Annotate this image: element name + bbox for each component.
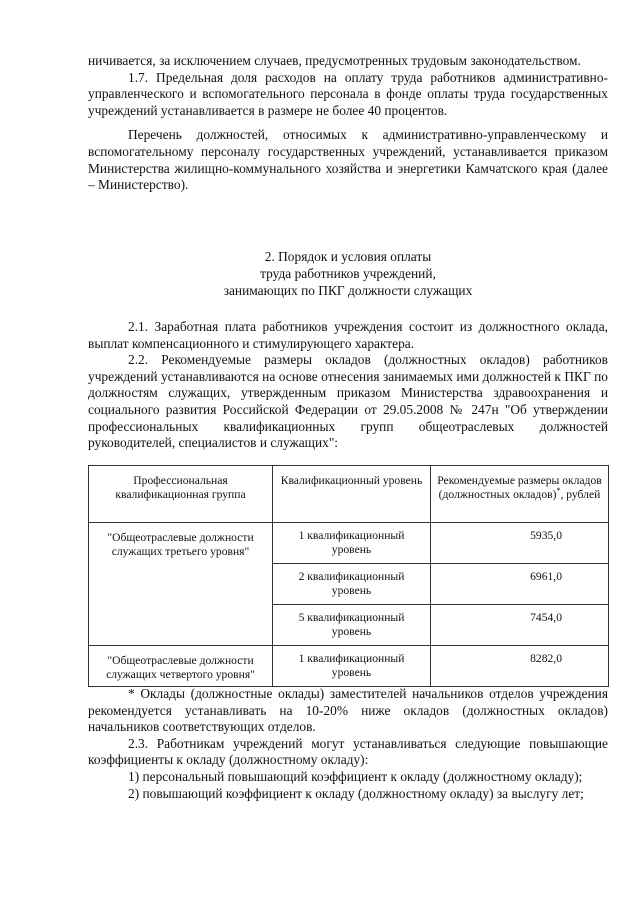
section-heading-line2: труда работников учреждений, bbox=[260, 266, 436, 281]
paragraph-staff-list: Перечень должностей, относимых к административно-управленческому и вспомогательному персоналу государственных учреждений, устанавливается приказом Министерства жилищно-коммунального хозяйства и энергетики Камчатского края (далее – Министерство). bbox=[88, 127, 608, 193]
salary-table bbox=[88, 465, 609, 687]
section-heading-line1: 2. Порядок и условия оплаты bbox=[264, 249, 432, 264]
group-third-level: "Общеотраслевые должности служащих третьего уровня" bbox=[89, 523, 273, 646]
paragraph-1-7: 1.7. Предельная доля расходов на оплату труда работников административно-управленческого и вспомогательного персонала в фонде оплаты труда государственных учреждений устанавливается в размере не более 40 процентов. bbox=[88, 69, 608, 118]
level-cell: 1 квалификационный уровень bbox=[273, 646, 431, 687]
salary-cell: 7454,0 bbox=[431, 605, 609, 646]
salary-cell: 5935,0 bbox=[431, 523, 609, 564]
paragraph-item-1: 1) персональный повышающий коэффициент к окладу (должностному окладу); bbox=[128, 768, 583, 784]
paragraph-2-2: 2.2. Рекомендуемые размеры окладов (должностных окладов) работников учреждений устанавливаются на основе отнесения занимаемых ими должностей к ПКГ по должностям служащих, утвержденным приказом Министерства здравоохранения и социального развития Российской Федерации от 29.05.2008 № 247н "Об утверждении профессиональных квалификационных групп общеотраслевых должностей руководителей, специалистов и служащих": bbox=[88, 352, 608, 451]
header-salary-footnote-mark: * bbox=[556, 486, 561, 496]
section-heading-line3: занимающих по ПКГ должности служащих bbox=[223, 283, 473, 298]
header-salary-unit: , рублей bbox=[560, 488, 601, 501]
level-cell: 2 квалификационный уровень bbox=[273, 564, 431, 605]
level-cell: 5 квалификационный уровень bbox=[273, 605, 431, 646]
footnote-paragraph: * Оклады (должностные оклады) заместителей начальников отделов учреждения рекомендуется устанавливать на 10-20% ниже окладов (должностных окладов) начальников соответствующих отделов. bbox=[88, 686, 608, 735]
text-block-top bbox=[88, 53, 608, 194]
salary-cell: 8282,0 bbox=[431, 646, 609, 687]
group-fourth-level: "Общеотраслевые должности служащих четвертого уровня" bbox=[89, 646, 273, 687]
header-level: Квалификационный уровень bbox=[273, 466, 431, 523]
table-header-row bbox=[89, 466, 609, 523]
header-salary-text: Рекомендуемые размеры окладов (должностных окладов) bbox=[437, 474, 602, 501]
table-row bbox=[89, 523, 609, 564]
table-row bbox=[89, 646, 609, 687]
paragraph-2-3: 2.3. Работникам учреждений могут устанавливаться следующие повышающие коэффициенты к окладу (должностному окладу): bbox=[88, 735, 608, 768]
header-group: Профессиональная квалификационная группа bbox=[89, 466, 273, 523]
salary-cell: 6961,0 bbox=[431, 564, 609, 605]
header-salary bbox=[431, 466, 609, 523]
section-heading bbox=[88, 248, 608, 299]
text-block-bottom bbox=[88, 686, 608, 802]
paragraph-continuation: ничивается, за исключением случаев, предусмотренных трудовым законодательством. bbox=[88, 53, 581, 68]
paragraph-item-2: 2) повышающий коэффициент к окладу (должностному окладу) за выслугу лет; bbox=[128, 785, 584, 801]
level-cell: 1 квалификационный уровень bbox=[273, 523, 431, 564]
paragraph-2-1: 2.1. Заработная плата работников учреждения состоит из должностного оклада, выплат компенсационного и стимулирующего характера. bbox=[88, 319, 608, 351]
text-block-mid bbox=[88, 319, 608, 452]
